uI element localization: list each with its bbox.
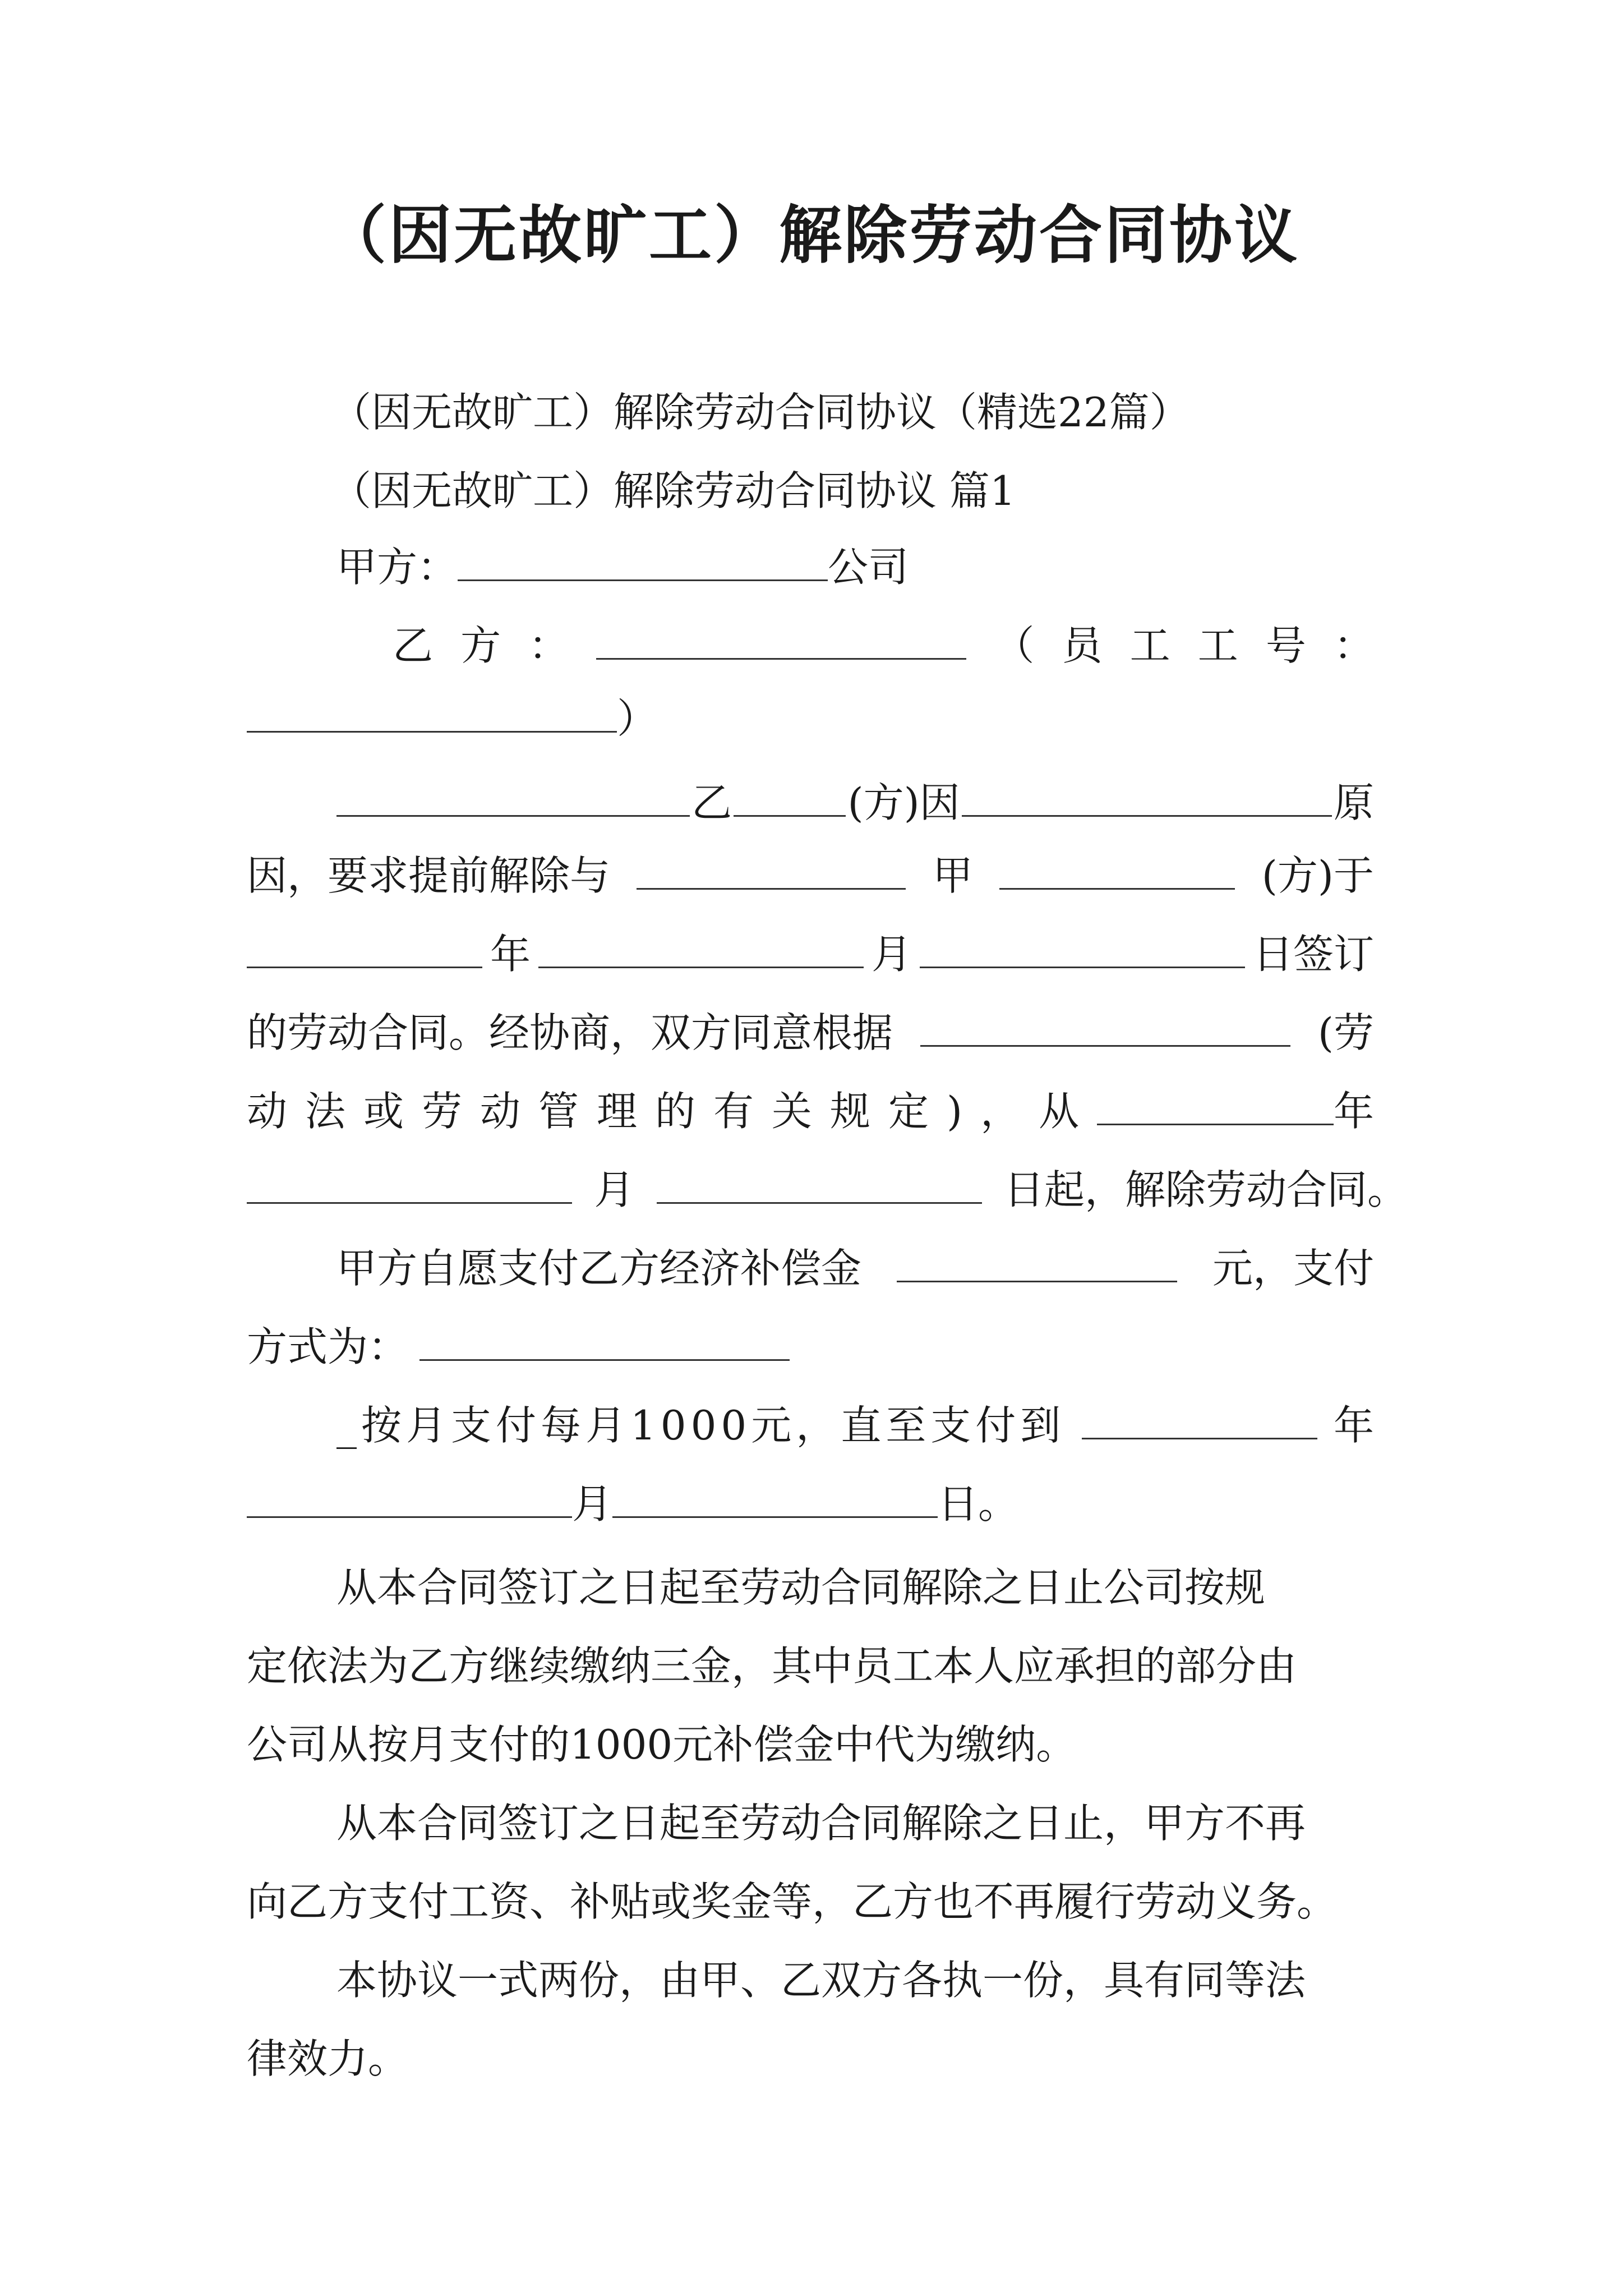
compensation-amount-blank[interactable]: [897, 1231, 1177, 1282]
clause1-yue: 月: [871, 931, 912, 978]
clause1-lao-open: (劳: [1317, 1009, 1374, 1056]
clause3-yue: 月: [572, 1480, 613, 1527]
party-b-label-char: 工: [1197, 622, 1238, 669]
clause1-line4: [247, 996, 1374, 1069]
clause1-yue2: 月: [594, 1166, 635, 1213]
party-a-label: 甲方：: [336, 544, 458, 591]
termination-day-blank[interactable]: [657, 1153, 982, 1204]
pay-until-year-blank[interactable]: [1082, 1388, 1317, 1439]
clause5-line: 从本合同签订之日起至劳动合同解除之日止，甲方不再: [336, 1800, 1306, 1847]
clause1-line2: [247, 839, 1374, 912]
party-b-line: [393, 609, 1374, 682]
clause1-yuanyin-2: 因，要求提前解除与: [247, 852, 611, 899]
clause4-line: 公司从按月支付的1000元补偿金中代为缴纳。: [247, 1721, 1077, 1768]
clause1-law-text: 动法或劳动管理的有关规定)，从: [247, 1088, 1098, 1135]
section-heading: （因无故旷工）解除劳动合同协议 篇1: [331, 467, 1016, 514]
party-b-label-char: ：: [528, 622, 569, 669]
clause1-fang-yu: (方)于: [1261, 852, 1374, 899]
clause2-line1: [336, 1231, 1374, 1304]
sign-year-blank[interactable]: [247, 917, 482, 968]
clause1-line1: [336, 766, 1374, 839]
sign-day-blank[interactable]: [920, 917, 1245, 968]
termination-year-blank[interactable]: [1097, 1074, 1334, 1125]
clause1-line6: [247, 1153, 1408, 1226]
party-b-name-blank[interactable]: [596, 609, 966, 660]
clause3-nian: 年: [1333, 1402, 1374, 1449]
clause6-line: 本协议一式两份，由甲、乙双方各执一份，具有同等法: [336, 1957, 1306, 2004]
blank[interactable]: [637, 839, 906, 890]
basis-blank[interactable]: [920, 996, 1290, 1047]
clause1-contract-text: 的劳动合同。经协商，双方同意根据: [247, 1009, 893, 1056]
document-subtitle: （因无故旷工）解除劳动合同协议（精选22篇）: [331, 389, 1190, 436]
clause1-line5: [247, 1074, 1374, 1147]
blank[interactable]: [734, 766, 846, 817]
clause1-jia: 甲: [932, 852, 973, 899]
pay-until-month-blank[interactable]: [247, 1467, 572, 1518]
pay-until-day-blank[interactable]: [612, 1467, 938, 1518]
party-a-line: [336, 530, 909, 603]
clause4-line: 从本合同签订之日起至劳动合同解除之日止公司按规: [336, 1564, 1266, 1611]
clause5-line: 向乙方支付工资、补贴或奖金等，乙方也不再履行劳动义务。: [247, 1878, 1338, 1925]
clause2-text: 甲方自愿支付乙方经济补偿金: [336, 1245, 862, 1292]
clause1-fang-yin: (方)因: [847, 779, 960, 826]
reason-blank[interactable]: [962, 766, 1332, 817]
clause2-yuan: 元，支付: [1212, 1245, 1374, 1292]
clause2-line2: [247, 1310, 790, 1383]
party-b-label-char: 方: [460, 622, 501, 669]
party-a-suffix: 公司: [828, 544, 909, 591]
party-b-label-char: 号: [1265, 622, 1306, 669]
party-b-close: ）: [617, 695, 658, 742]
clause1-line3: [247, 917, 1374, 990]
clause3-line1: [336, 1388, 1374, 1461]
clause1-end: 日起，解除劳动合同。: [1003, 1166, 1408, 1213]
blank[interactable]: [999, 839, 1235, 890]
payment-method-blank[interactable]: [419, 1310, 790, 1361]
party-a-blank[interactable]: [458, 530, 828, 581]
party-b-label-char: 工: [1129, 622, 1170, 669]
employee-id-blank[interactable]: [247, 682, 617, 733]
clause1-nian2: 年: [1333, 1088, 1374, 1135]
clause6-line: 律效力。: [247, 2035, 409, 2082]
party-b-label-char: （: [994, 622, 1035, 669]
termination-month-blank[interactable]: [247, 1153, 572, 1204]
party-b-label-char: 员: [1062, 622, 1103, 669]
clause1-ri-qianding: 日签订: [1252, 931, 1374, 978]
clause1-yuanyin-1: 原: [1333, 779, 1374, 826]
party-b-label-char: ：: [1333, 622, 1374, 669]
clause3-ri: 日。: [938, 1480, 1019, 1527]
clause1-yi: 乙: [691, 779, 732, 826]
party-b-id-line: [247, 682, 657, 754]
clause4-line: 定依法为乙方继续缴纳三金，其中员工本人应承担的部分由: [247, 1642, 1297, 1690]
clause1-nian: 年: [490, 931, 531, 978]
clause3-line2: [247, 1467, 1018, 1540]
document-title: （因无故旷工）解除劳动合同协议: [324, 199, 1299, 272]
sign-month-blank[interactable]: [538, 917, 864, 968]
party-b-label-char: 乙: [393, 622, 434, 669]
clause3-pay-text: _按月支付每月1000元，直至支付到: [336, 1402, 1066, 1449]
clause2-method: 方式为：: [247, 1323, 409, 1370]
party-b-blank[interactable]: [336, 766, 690, 817]
